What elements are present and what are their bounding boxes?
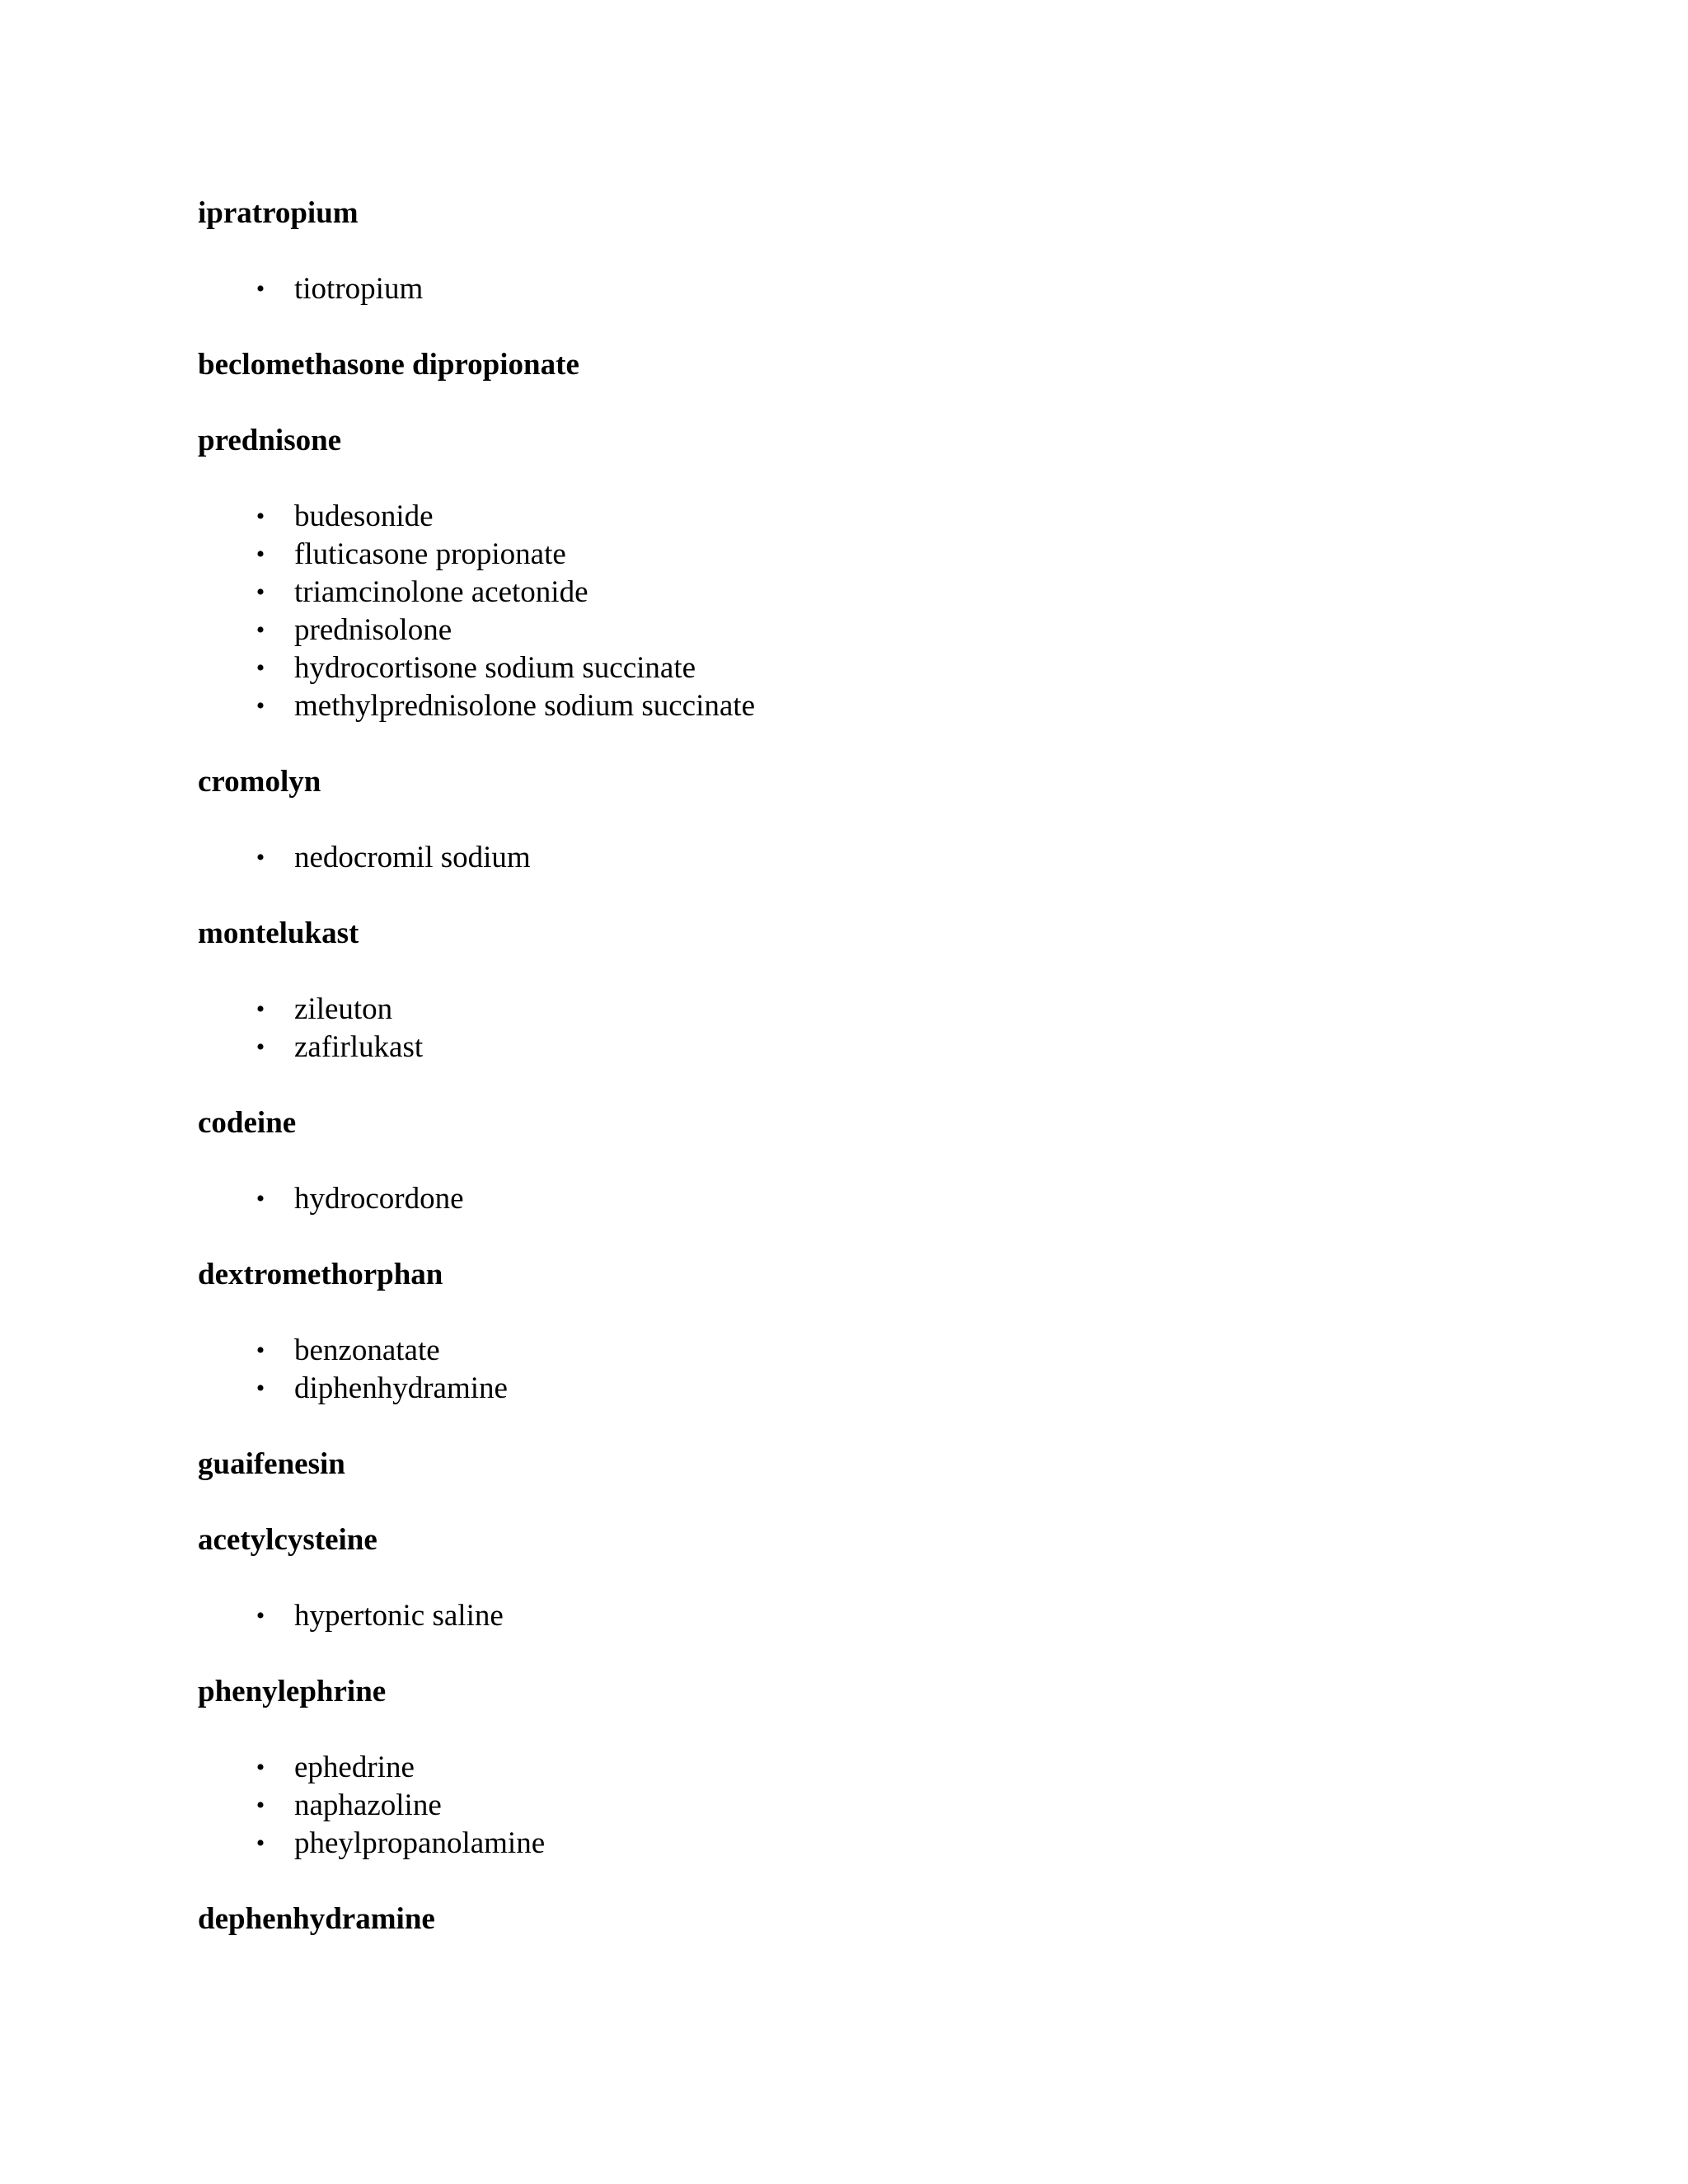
list-item-text: prednisolone xyxy=(294,613,452,647)
drug-heading: phenylephrine xyxy=(198,1675,387,1708)
bullet-icon: • xyxy=(256,844,265,871)
bullet-icon: • xyxy=(256,1375,265,1402)
drug-heading: beclomethasone dipropionate xyxy=(198,348,579,382)
bullet-icon: • xyxy=(256,1033,265,1061)
bullet-icon: • xyxy=(256,616,265,644)
drug-heading: montelukast xyxy=(198,916,359,950)
list-item-text: fluticasone propionate xyxy=(294,537,566,571)
list-item-text: zileuton xyxy=(294,992,393,1026)
bullet-icon: • xyxy=(256,1830,265,1857)
drug-heading: guaifenesin xyxy=(198,1447,345,1481)
list-item-text: hydrocordone xyxy=(294,1182,464,1216)
list-item-text: benzonatate xyxy=(294,1333,440,1367)
bullet-icon: • xyxy=(256,1337,265,1364)
drug-heading: prednisone xyxy=(198,424,342,457)
bullet-icon: • xyxy=(256,503,265,530)
drug-heading: dextromethorphan xyxy=(198,1258,443,1291)
bullet-icon: • xyxy=(256,1792,265,1819)
drug-heading: dephenhydramine xyxy=(198,1902,435,1936)
bullet-icon: • xyxy=(256,1185,265,1212)
bullet-icon: • xyxy=(256,1754,265,1781)
drug-heading: acetylcysteine xyxy=(198,1523,377,1557)
list-item-text: pheylpropanolamine xyxy=(294,1826,546,1860)
bullet-icon: • xyxy=(256,579,265,606)
bullet-icon: • xyxy=(256,1602,265,1629)
list-item-text: methylprednisolone sodium succinate xyxy=(294,689,755,723)
list-item-text: diphenhydramine xyxy=(294,1371,508,1405)
bullet-icon: • xyxy=(256,996,265,1023)
list-item-text: nedocromil sodium xyxy=(294,841,531,874)
list-item-text: zafirlukast xyxy=(294,1030,424,1064)
list-item-text: ephedrine xyxy=(294,1750,415,1784)
list-item-text: tiotropium xyxy=(294,272,424,306)
list-item-text: triamcinolone acetonide xyxy=(294,575,588,609)
bullet-icon: • xyxy=(256,692,265,719)
list-item-text: budesonide xyxy=(294,499,434,533)
bullet-icon: • xyxy=(256,541,265,568)
bullet-icon: • xyxy=(256,275,265,302)
drug-heading: cromolyn xyxy=(198,765,321,799)
list-item-text: hypertonic saline xyxy=(294,1599,504,1633)
list-item-text: hydrocortisone sodium succinate xyxy=(294,651,696,685)
list-item-text: naphazoline xyxy=(294,1788,442,1822)
drug-heading: ipratropium xyxy=(198,196,359,230)
drug-heading: codeine xyxy=(198,1106,297,1140)
bullet-icon: • xyxy=(256,654,265,682)
